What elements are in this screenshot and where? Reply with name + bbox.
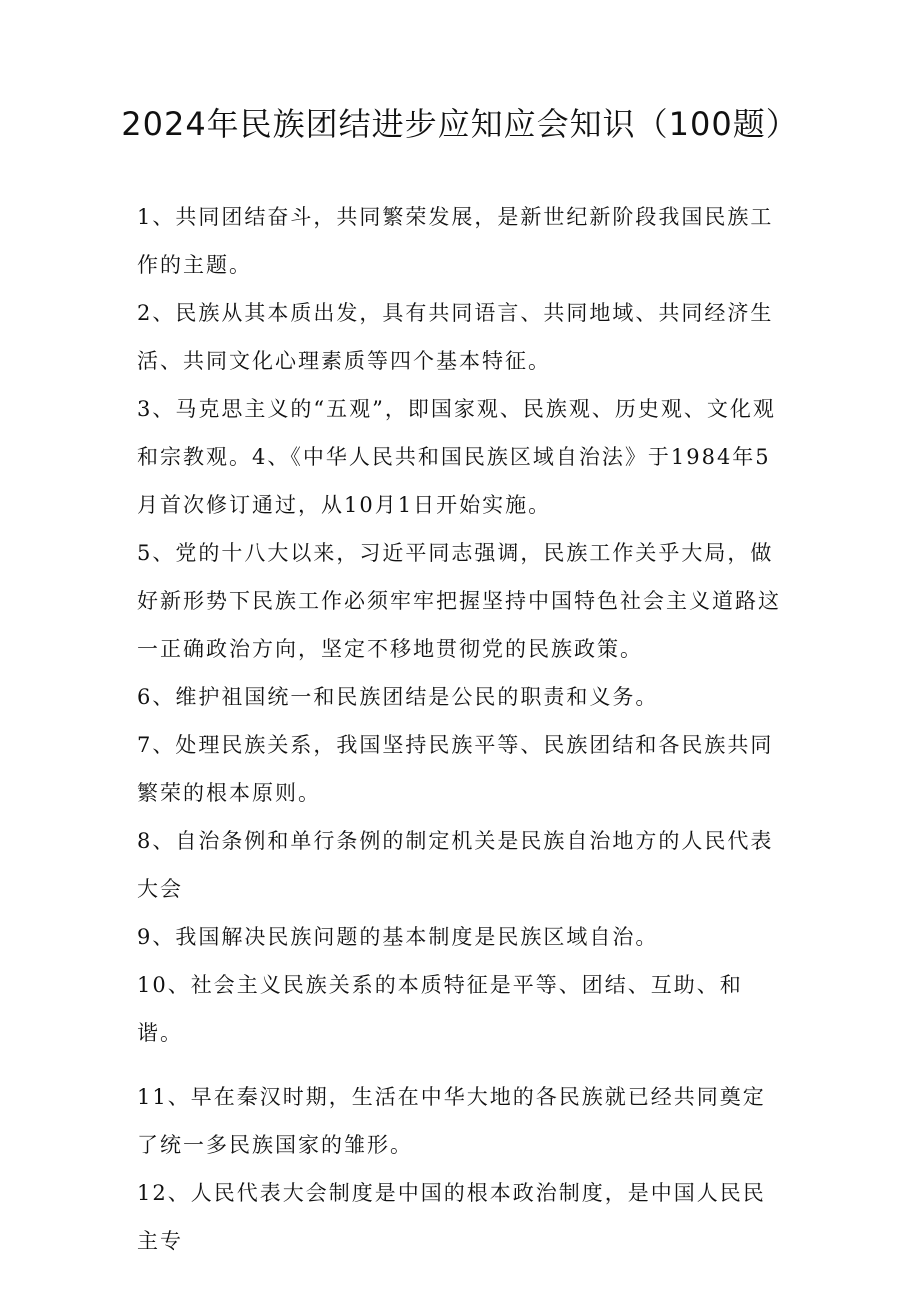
list-item: 11、早在秦汉时期，生活在中华大地的各民族就已经共同奠定了统一多民族国家的雏形。: [137, 1085, 766, 1157]
list-item: 12、人民代表大会制度是中国的根本政治制度，是中国人民民主专: [137, 1181, 766, 1253]
list-item: 7、处理民族关系，我国坚持民族平等、民族团结和各民族共同繁荣的根本原则。: [137, 733, 774, 805]
list-item: 1、共同团结奋斗，共同繁荣发展，是新世纪新阶段我国民族工作的主题。: [137, 205, 774, 277]
paragraph-gap: [137, 1057, 787, 1073]
list-item: 8、自治条例和单行条例的制定机关是民族自治地方的人民代表大会: [137, 829, 774, 901]
list-item: 5、党的十八大以来，习近平同志强调，民族工作关乎大局，做好新形势下民族工作必须牢牢把握坚持中国特色社会主义道路这一正确政治方向，坚定不移地贯彻党的民族政策。: [137, 541, 781, 661]
document-title: 2024年民族团结进步应知应会知识（100题）: [121, 105, 799, 143]
document-body: [137, 193, 787, 1265]
list-item: 3、马克思主义的“五观”，即国家观、民族观、历史观、文化观和宗教观。4、《中华人民共和国民族区域自治法》于1984年5月首次修订通过，从10月1日开始实施。: [137, 397, 776, 517]
list-item: 6、维护祖国统一和民族团结是公民的职责和义务。: [137, 685, 659, 709]
list-item: 9、我国解决民族问题的基本制度是民族区域自治。: [137, 925, 659, 949]
list-item: 2、民族从其本质出发，具有共同语言、共同地域、共同经济生活、共同文化心理素质等四个基本特征。: [137, 301, 774, 373]
list-item: 10、社会主义民族关系的本质特征是平等、团结、互助、和谐。: [137, 973, 743, 1045]
